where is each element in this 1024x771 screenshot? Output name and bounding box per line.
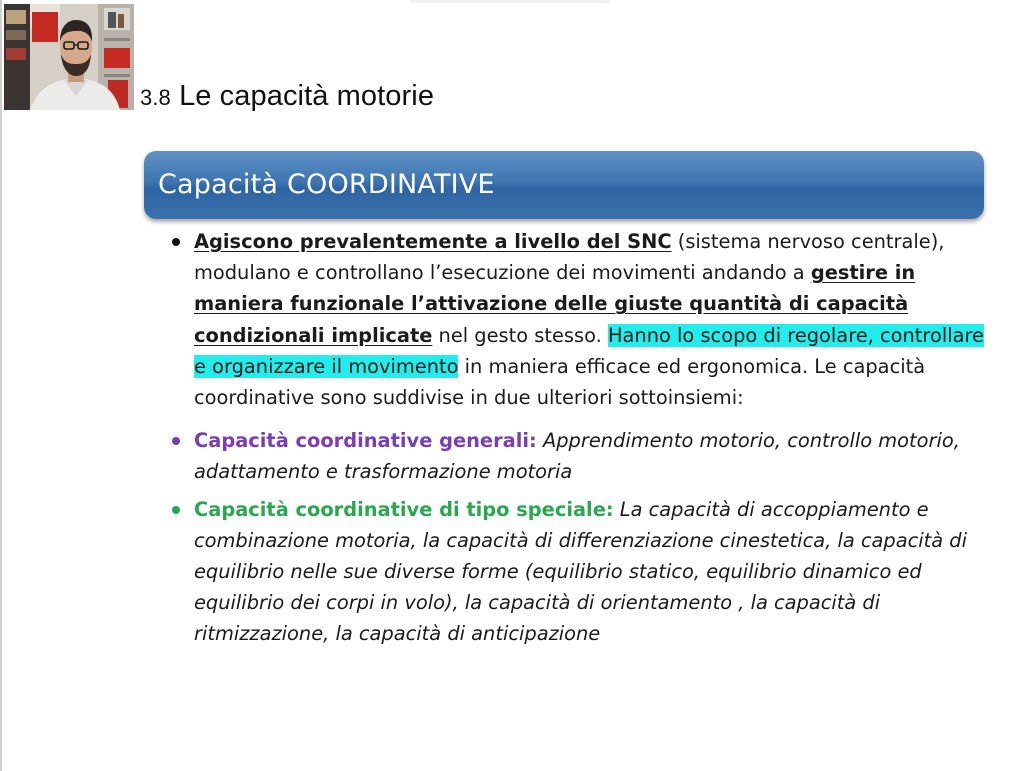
general-abilities-text: Apprendimento motorio, controllo motorio, adattamento e trasformazione motoria	[194, 429, 960, 484]
top-edge-hint	[410, 0, 610, 3]
bullet-special-abilities	[166, 494, 986, 650]
general-abilities-label: Capacità coordinative generali:	[194, 429, 537, 453]
bullet-definition	[166, 226, 986, 413]
definition-text-3: in maniera efficace ed ergonomica. Le capacità coordinative sono suddivise in due ulteriori sottoinsiemi:	[194, 354, 926, 410]
section-header-label: Capacità COORDINATIVE	[158, 169, 495, 200]
bullet-general-abilities	[166, 425, 986, 487]
slide-content	[166, 226, 986, 650]
definition-text-2: nel gesto stesso.	[432, 323, 608, 347]
slide-title-number: 3.8	[140, 85, 171, 110]
bullet-dot-icon	[172, 238, 180, 246]
slide-title-text: Le capacità motorie	[179, 80, 435, 112]
bullet-dot-icon	[172, 506, 180, 514]
section-header-bar	[144, 151, 984, 219]
definition-underlined-2: gestire in maniera funzionale l’attivazione delle giuste quantità di capacità condizionali implicate	[194, 261, 916, 347]
presenter-webcam	[4, 4, 134, 110]
presenter-webcam-icon	[4, 4, 134, 110]
special-abilities-label: Capacità coordinative di tipo speciale:	[194, 497, 614, 521]
definition-underlined-1: Agiscono prevalentemente a livello del SNC	[194, 230, 672, 253]
left-border	[0, 0, 2, 771]
bullet-dot-icon	[172, 437, 180, 445]
definition-highlighted: Hanno lo scopo di regolare, controllare e organizzare il movimento	[194, 323, 984, 378]
definition-text-1: (sistema nervoso centrale), modulano e controllano l’esecuzione dei movimenti andando a	[194, 230, 945, 285]
special-abilities-text: La capacità di accoppiamento e combinazione motoria, la capacità di differenziazione cinestetica, la capacità di equilibrio nelle sue diverse forme (equilibrio statico, equilibrio dinamico ed equilibrio dei corpi in volo), la capacità di orientamento , la capacità di ritmizzazione, la capacità di anticipazione	[194, 497, 968, 646]
slide-title	[140, 80, 434, 113]
